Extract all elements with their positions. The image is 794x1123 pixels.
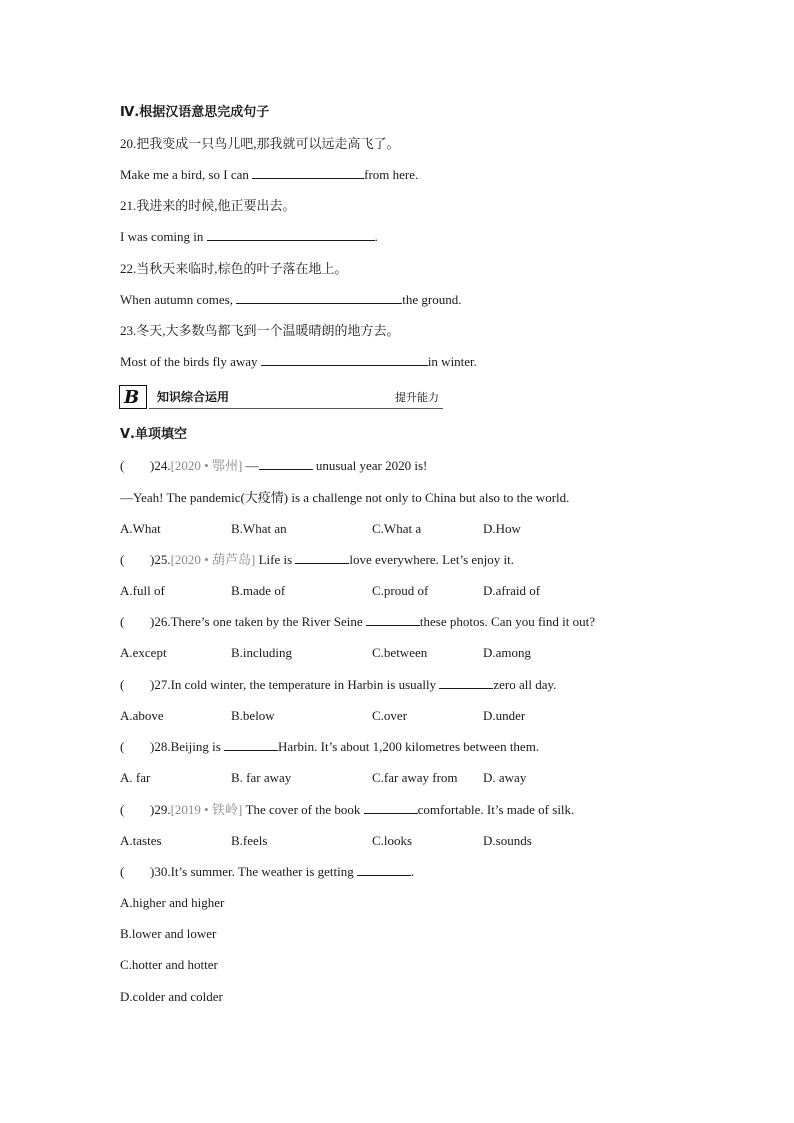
q29-open-paren: ( <box>120 802 125 817</box>
q23-text-before: Most of the birds fly away <box>120 354 261 369</box>
q28-option-b[interactable]: B. far away <box>231 770 292 785</box>
q30-text-before: It’s summer. The weather is getting <box>170 864 358 879</box>
q22-answer-blank[interactable] <box>236 292 402 304</box>
q27-answer-blank[interactable] <box>439 677 493 689</box>
q26-open-paren: ( <box>120 614 125 629</box>
q20-chinese: 20.把我变成一只鸟儿吧,那我就可以远走高飞了。 <box>120 136 400 151</box>
q25-text-before: Life is <box>255 552 296 567</box>
q24-text-after: unusual year 2020 is! <box>312 458 428 473</box>
q30-number: )30. <box>150 864 171 879</box>
q30-answer-blank[interactable] <box>357 864 411 876</box>
q28-option-a[interactable]: A. far <box>120 770 151 785</box>
q29-text-before: The cover of the book <box>242 802 364 817</box>
q23-answer-blank[interactable] <box>261 354 428 366</box>
q28-answer-blank[interactable] <box>224 739 278 751</box>
q20-answer-blank[interactable] <box>252 167 364 179</box>
q22-text-before: When autumn comes, <box>120 292 237 307</box>
q28-open-paren: ( <box>120 739 125 754</box>
q22-english <box>120 292 461 308</box>
q24-option-d[interactable]: D.How <box>483 521 521 536</box>
q26-text-after: these photos. Can you find it out? <box>419 614 596 629</box>
q27-stem <box>120 677 556 693</box>
q24-reply: —Yeah! The pandemic(大疫情) is a challenge not only to China but also to the world. <box>120 490 570 505</box>
q26-option-d[interactable]: D.among <box>483 645 532 660</box>
badge-letter: B <box>124 387 140 408</box>
q23-english <box>120 354 477 370</box>
q24-open-paren: ( <box>120 458 125 473</box>
q26-option-b[interactable]: B.including <box>231 645 293 660</box>
q27-option-c[interactable]: C.over <box>372 708 408 723</box>
q24-text-before: — <box>242 458 259 473</box>
q30-option-c[interactable]: C.hotter and hotter <box>120 957 218 972</box>
q21-text-after: . <box>374 229 378 244</box>
q25-option-b[interactable]: B.made of <box>231 583 286 598</box>
q25-number: )25. <box>150 552 171 567</box>
q23-text-after: in winter. <box>427 354 477 369</box>
q24-option-b[interactable]: B.What an <box>231 521 287 536</box>
q26-number: )26. <box>150 614 171 629</box>
q25-option-d[interactable]: D.afraid of <box>483 583 541 598</box>
q25-open-paren: ( <box>120 552 125 567</box>
q26-option-c[interactable]: C.between <box>372 645 428 660</box>
q25-source: [2020 • 葫芦岛] <box>170 552 256 567</box>
q25-option-a[interactable]: A.full of <box>120 583 165 598</box>
q24-number: )24. <box>150 458 171 473</box>
q30-option-b[interactable]: B.lower and lower <box>120 926 217 941</box>
q27-number: )27. <box>150 677 171 692</box>
q29-option-a[interactable]: A.tastes <box>120 833 162 848</box>
q29-answer-blank[interactable] <box>364 802 418 814</box>
banner-tag: 提升能力 <box>395 391 439 404</box>
q24-source: [2020 • 鄂州] <box>170 458 243 473</box>
q24-option-c[interactable]: C.What a <box>372 521 422 536</box>
q21-english <box>120 229 378 245</box>
banner-title: 知识综合运用 <box>157 390 230 404</box>
q24-option-a[interactable]: A.What <box>120 521 161 536</box>
q28-stem <box>120 739 539 755</box>
q30-stem <box>120 864 414 880</box>
q30-open-paren: ( <box>120 864 125 879</box>
q24-answer-blank[interactable] <box>259 458 313 470</box>
q25-option-c[interactable]: C.proud of <box>372 583 429 598</box>
q30-option-a[interactable]: A.higher and higher <box>120 895 225 910</box>
q20-text-after: from here. <box>364 167 419 182</box>
q25-stem <box>120 552 514 568</box>
section-b-badge-icon <box>119 385 147 409</box>
q27-option-b[interactable]: B.below <box>231 708 275 723</box>
q29-option-b[interactable]: B.feels <box>231 833 268 848</box>
section-4-heading: Ⅳ.根据汉语意思完成句子 <box>120 105 270 120</box>
q22-text-after: the ground. <box>402 292 462 307</box>
q26-answer-blank[interactable] <box>366 614 420 626</box>
q26-stem <box>120 614 595 630</box>
q27-option-d[interactable]: D.under <box>483 708 526 723</box>
q29-number: )29. <box>150 802 171 817</box>
section-5-heading: Ⅴ.单项填空 <box>120 427 187 442</box>
q21-chinese: 21.我进来的时候,他正要出去。 <box>120 198 296 213</box>
q28-number: )28. <box>150 739 171 754</box>
q21-answer-blank[interactable] <box>207 229 375 241</box>
q20-english <box>120 167 418 183</box>
q29-option-c[interactable]: C.looks <box>372 833 413 848</box>
q28-text-before: Beijing is <box>170 739 225 754</box>
q27-option-a[interactable]: A.above <box>120 708 164 723</box>
q29-option-d[interactable]: D.sounds <box>483 833 532 848</box>
q30-option-d[interactable]: D.colder and colder <box>120 989 223 1004</box>
q24-stem <box>120 458 427 474</box>
q26-option-a[interactable]: A.except <box>120 645 167 660</box>
q28-option-c[interactable]: C.far away from <box>372 770 458 785</box>
q27-text-after: zero all day. <box>493 677 557 692</box>
q29-stem <box>120 802 574 818</box>
banner-divider <box>149 408 443 409</box>
q20-text-before: Make me a bird, so I can <box>120 167 253 182</box>
q27-open-paren: ( <box>120 677 125 692</box>
q27-text-before: In cold winter, the temperature in Harbin is usually <box>170 677 440 692</box>
q22-chinese: 22.当秋天来临时,棕色的叶子落在地上。 <box>120 261 348 276</box>
q26-text-before: There’s one taken by the River Seine <box>170 614 366 629</box>
q25-answer-blank[interactable] <box>295 552 349 564</box>
q28-option-d[interactable]: D. away <box>483 770 527 785</box>
q29-source: [2019 • 铁岭] <box>170 802 243 817</box>
q30-text-after: . <box>411 864 415 879</box>
q29-text-after: comfortable. It’s made of silk. <box>417 802 575 817</box>
q25-text-after: love everywhere. Let’s enjoy it. <box>349 552 514 567</box>
q23-chinese: 23.冬天,大多数鸟都飞到一个温暖晴朗的地方去。 <box>120 323 400 338</box>
q28-text-after: Harbin. It’s about 1,200 kilometres between them. <box>278 739 540 754</box>
q21-text-before: I was coming in <box>120 229 207 244</box>
section-banner <box>119 385 443 409</box>
